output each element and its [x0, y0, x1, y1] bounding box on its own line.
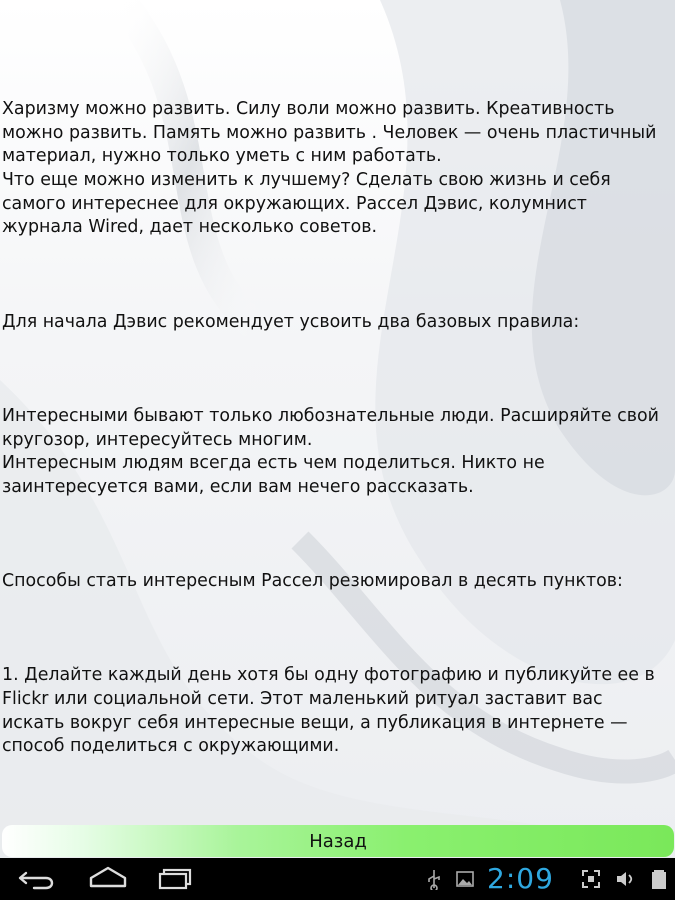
system-navigation-bar: [0, 858, 675, 900]
battery-icon: [648, 868, 670, 890]
image-icon: [454, 868, 476, 890]
home-icon: [86, 864, 130, 894]
nav-home-button[interactable]: [86, 864, 130, 894]
article-text: [2, 51, 670, 826]
recent-apps-icon: [154, 864, 198, 894]
nav-back-button[interactable]: [16, 864, 60, 894]
nav-recents-button[interactable]: [154, 864, 198, 894]
back-arrow-icon: [16, 864, 60, 894]
article-paragraph: Харизму можно развить. Силу воли можно развить. Креативность можно развить. Память можно развить . Человек — очень пластичный материал, нужно только уметь с ним работать. Что еще можно изменить к лучшему? Сделать свою жизнь и себя самого интереснее для окружающих. Рассел Дэвис, колумнист журнала Wired, дает несколько советов.: [2, 99, 657, 238]
article-paragraph: 1. Делайте каждый день хотя бы одну фотографию и публикуйте ее в Flickr или социальной сети. Этот маленький ритуал заставит вас искать вокруг себя интересные вещи, а публикация в интернете — способ поделиться с окружающими.: [2, 665, 661, 757]
volume-icon: [614, 868, 636, 890]
usb-icon: [423, 868, 445, 890]
article-paragraph: Для начала Дэвис рекомендует усвоить два базовых правила:: [2, 311, 580, 332]
back-button[interactable]: Назад: [2, 825, 674, 857]
article-paragraph: Интересными бывают только любознательные люди. Расширяйте свой кругозор, интересуйтесь многим. Интересным людям всегда есть чем поделиться. Никто не заинтересуется вами, если вам нечего рассказать.: [2, 405, 659, 497]
screenshot-icon: [580, 868, 602, 890]
article-paragraph: Способы стать интересным Рассел резюмировал в десять пунктов:: [2, 571, 623, 592]
status-clock: 2:09: [487, 862, 554, 895]
